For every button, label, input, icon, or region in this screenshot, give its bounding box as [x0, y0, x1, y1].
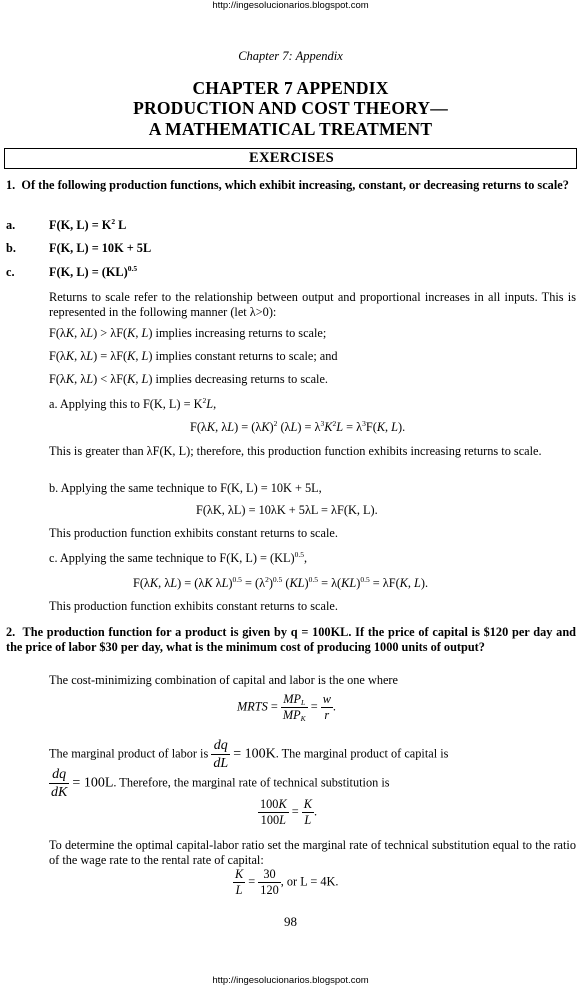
part-b-comment: This production function exhibits constant returns to scale. [49, 526, 338, 540]
header-url: http://ingesolucionarios.blogspot.com [212, 0, 369, 11]
item-b-function: F(K, L) = 10K + 5L [49, 241, 152, 255]
part-c-comment: This production function exhibits constant returns to scale. [49, 599, 338, 613]
item-a-label: a. [6, 218, 16, 232]
part-c-equation: F(λK, λL) = (λK $\lambda L)^{0.5} = (\lambda^2)^{0.5}$ (KL)$^{0.5}$ = λ(KL)$^{0.5}$ = λF(K, L). [133, 575, 429, 590]
part-a-comment: This is greater than λF(K, L); therefore, this production function exhibits increasing returns to scale. [49, 444, 542, 458]
cost-min-intro: The cost-minimizing combination of capital and labor is the one where [49, 673, 398, 687]
marginal-product-capital-line: $\frac{dq}{dK}$ = 100L. Therefore, the marginal rate of technical substitution is [51, 767, 390, 800]
page-number: 98 [284, 914, 297, 929]
mrts-equation: MRTS = $\frac{MP_L}{MP_K}$ = $\frac{w}{r}$ . [237, 692, 336, 723]
question-2-text: The production function for a product is given by q = 100KL. If the price of capital is $120 per day and the price of labor $30 per day, what is the minimum cost of producing 1000 units of output? [6, 625, 576, 654]
question-2 [6, 625, 576, 655]
optimal-ratio-intro: To determine the optimal capital-labor ratio set the marginal rate of technical substitution equal to the ratio of the wage rate to the rental rate of capital: [49, 838, 576, 867]
part-b-equation: F(λK, λL) = 10λK + 5λL = λF(K, L). [196, 503, 378, 517]
item-c-function: F(K, L) = (KL)$^{0.5}$ [49, 264, 138, 279]
question-2-number: 2. [6, 625, 16, 639]
part-a-intro: a. Applying this to F(K, $L) = K^2L$, [49, 396, 217, 411]
item-b-label: b. [6, 241, 16, 255]
question-1-number: 1. [6, 178, 16, 192]
part-a-equation: F(λK, $\lambda L) = (\lambda K)^2$ $(\lambda L) = \lambda^3K^2L = \lambda^3F(K$, L). [190, 419, 406, 434]
item-c-label: c. [6, 265, 15, 279]
condition-decreasing: F(λK, λL) < λF(K, L) implies decreasing returns to scale. [49, 372, 328, 386]
part-b-intro: b. Applying the same technique to F(K, L) = 10K + 5L, [49, 481, 322, 495]
chapter-title-line-1: CHAPTER 7 APPENDIX [192, 78, 389, 98]
part-c-intro: c. Applying the same technique to F(K, L) = (KL)$^{0.5}$, [49, 550, 308, 565]
condition-constant: F(λK, λL) = λF(K, L) implies constant returns to scale; and [49, 349, 338, 363]
exercises-heading-box [4, 148, 577, 169]
returns-to-scale-intro: Returns to scale refer to the relationship between output and proportional increases in all inputs. This is represented in the following manner (let λ>0): [49, 290, 576, 319]
marginal-product-labor-line: The marginal product of labor is $\frac{dq}{dL}$ = 100K. The marginal product of capital is [49, 738, 449, 771]
chapter-title-line-2: PRODUCTION AND COST THEORY— [133, 98, 448, 118]
running-head: Chapter 7: Appendix [238, 49, 343, 63]
mrts-ratio-equation: $\frac{100K}{100L}$ = $\frac{K}{L}$ . [260, 797, 318, 827]
chapter-title-line-3: A MATHEMATICAL TREATMENT [148, 119, 433, 139]
capital-labor-ratio-equation: $\frac{K}{L}$ = $\frac{30}{120}$ , or L = 4K. [235, 867, 339, 897]
condition-increasing: F(λK, λL) > λF(K, L) implies increasing returns to scale; [49, 326, 327, 340]
footer-url: http://ingesolucionarios.blogspot.com [212, 975, 369, 986]
question-1-text: Of the following production functions, which exhibit increasing, constant, or decreasing returns to scale? [21, 178, 569, 192]
exercises-heading: EXERCISES [249, 150, 334, 166]
item-a-function: F(K, $L) = K^2$ L [49, 217, 127, 232]
question-1 [6, 178, 576, 193]
